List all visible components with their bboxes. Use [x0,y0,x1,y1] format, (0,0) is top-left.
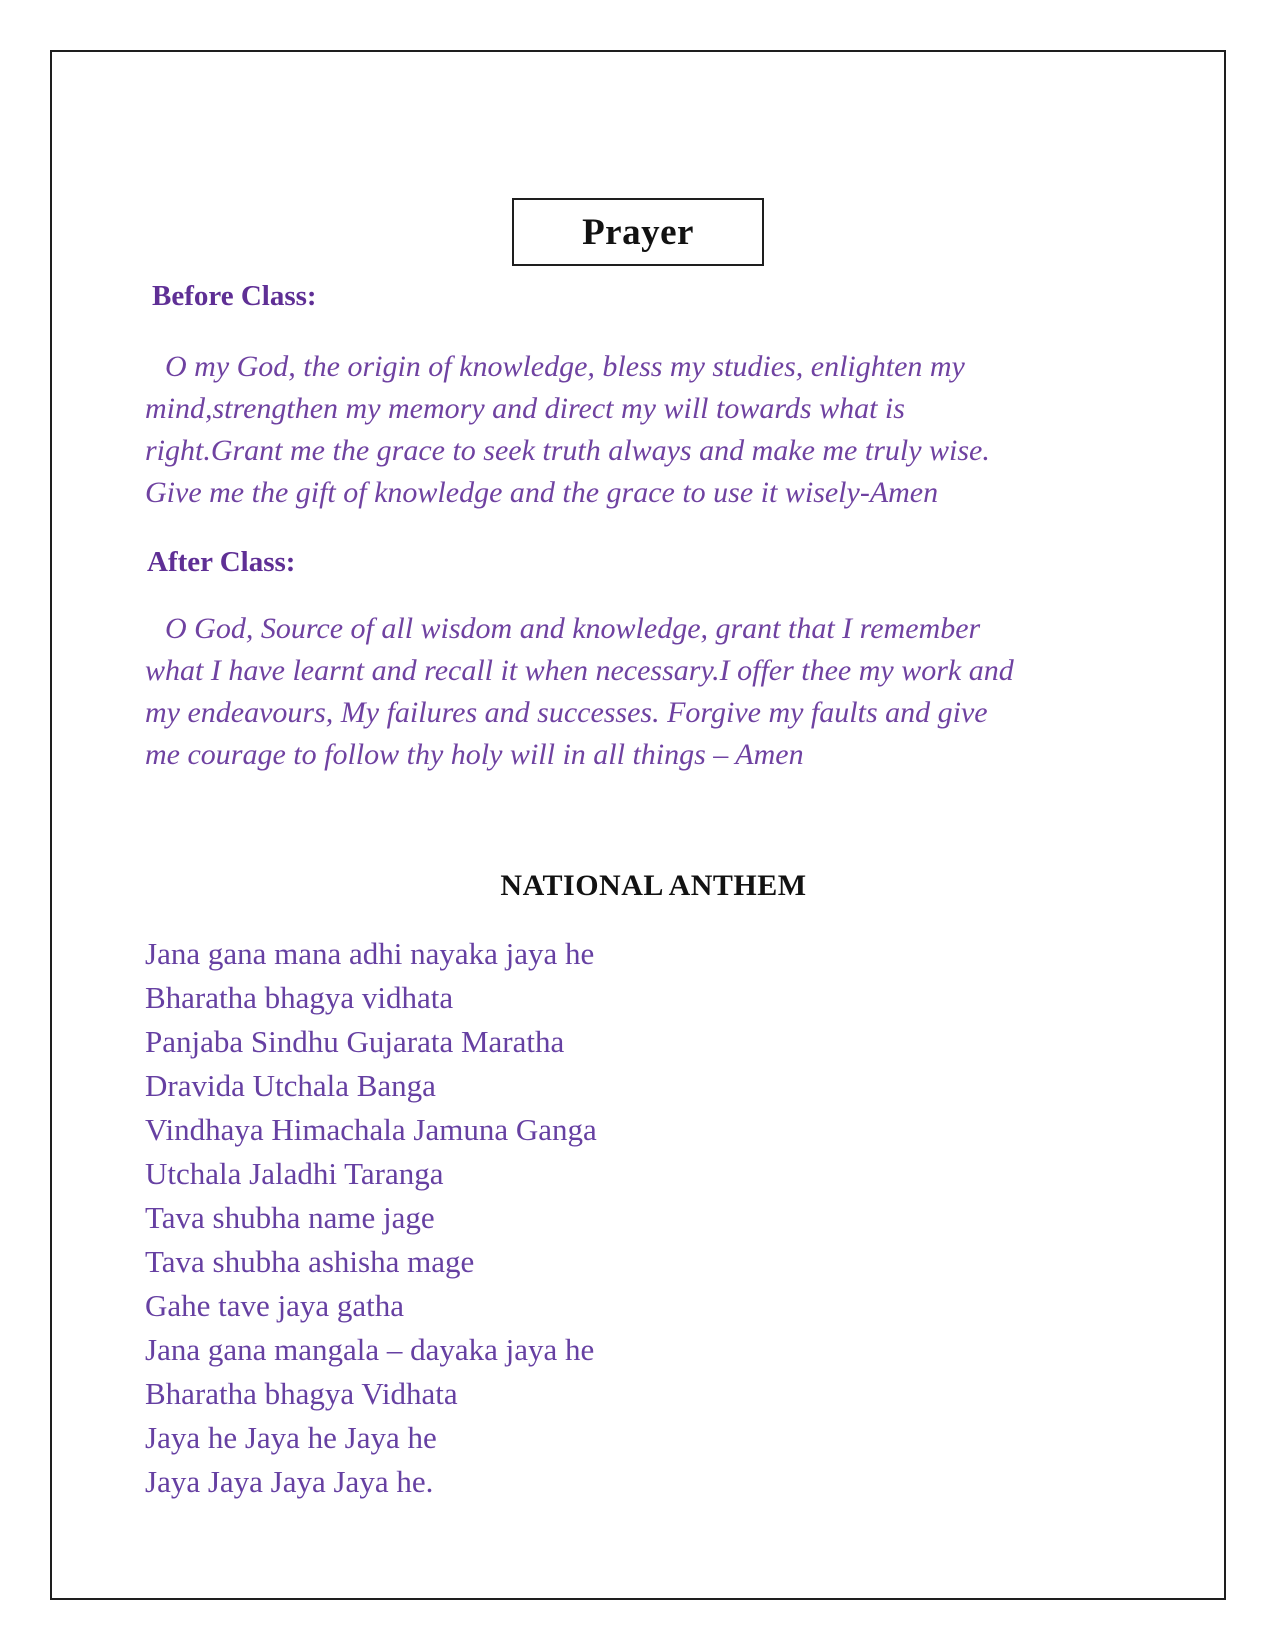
document-content [52,278,1224,1504]
anthem-line: Tava shubha ashisha mage [145,1244,475,1279]
page-border-frame [50,50,1226,1600]
anthem-line: Vindhaya Himachala Jamuna Ganga [145,1112,597,1147]
national-anthem-lyrics [145,932,1162,1504]
after-class-prayer [145,608,1162,776]
prayer-text-line: what I have learnt and recall it when necessary.I offer thee my work and [145,654,1014,687]
anthem-line: Bharatha bhagya Vidhata [145,1376,458,1411]
page-title: Prayer [582,211,694,253]
anthem-line: Jaya he Jaya he Jaya he [145,1420,437,1455]
prayer-text-line: me courage to follow thy holy will in all things – Amen [145,738,804,771]
prayer-text-line: my endeavours, My failures and successes. Forgive my faults and give [145,696,988,729]
after-class-heading: After Class: [147,546,296,578]
prayer-text-line: O God, Source of all wisdom and knowledge, grant that I remember [165,612,981,645]
anthem-line: Bharatha bhagya vidhata [145,980,454,1015]
anthem-line: Gahe tave jaya gatha [145,1288,405,1323]
anthem-line: Panjaba Sindhu Gujarata Maratha [145,1024,565,1059]
before-class-heading: Before Class: [152,280,317,312]
before-class-prayer [145,346,1162,514]
prayer-text-line: right.Grant me the grace to seek truth always and make me truly wise. [145,434,990,467]
national-anthem-heading: NATIONAL ANTHEM [500,869,807,902]
prayer-text-line: Give me the gift of knowledge and the grace to use it wisely-Amen [145,476,939,509]
anthem-line: Tava shubha name jage [145,1200,435,1235]
anthem-line: Jaya Jaya Jaya Jaya he. [145,1464,434,1499]
prayer-text-line: O my God, the origin of knowledge, bless my studies, enlighten my [165,350,965,383]
anthem-line: Utchala Jaladhi Taranga [145,1156,444,1191]
prayer-text-line: mind,strengthen my memory and direct my will towards what is [145,392,905,425]
anthem-line: Dravida Utchala Banga [145,1068,436,1103]
anthem-line: Jana gana mangala – dayaka jaya he [145,1332,595,1367]
prayer-title-box [512,198,764,266]
anthem-line: Jana gana mana adhi nayaka jaya he [145,936,595,971]
